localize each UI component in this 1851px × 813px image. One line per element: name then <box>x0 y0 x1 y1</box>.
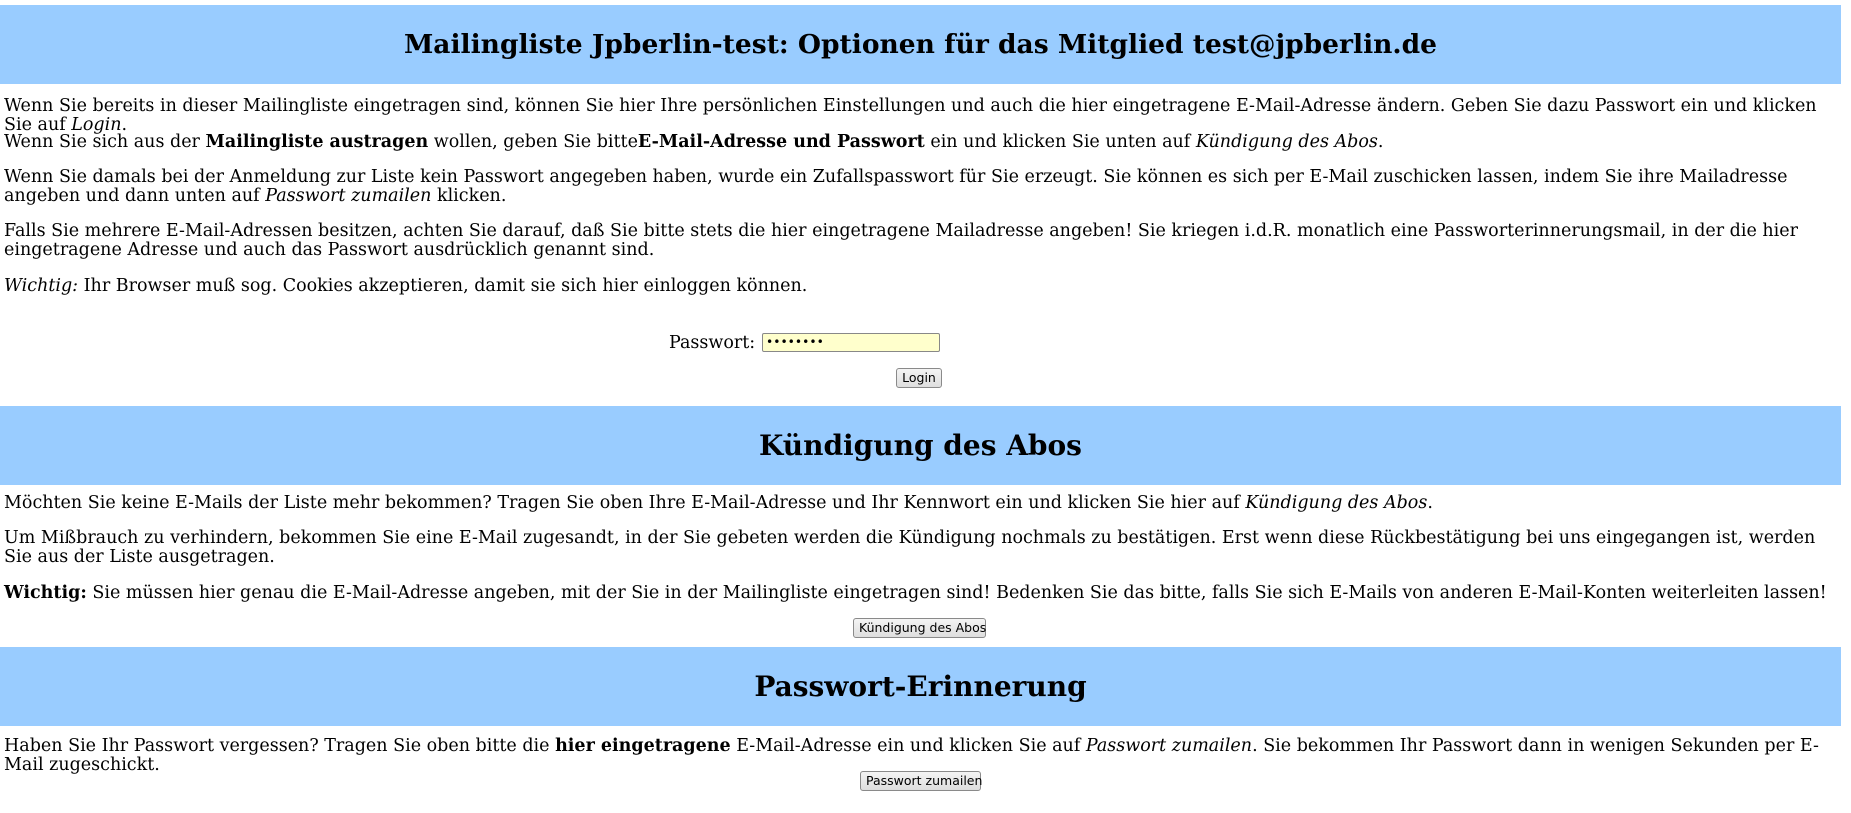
password-reminder-section-title: Passwort-Erinnerung <box>754 670 1087 703</box>
login-reference: Login <box>71 115 122 135</box>
password-reminder-paragraph <box>4 737 1840 775</box>
password-input[interactable]: •••••••• <box>762 333 940 352</box>
unsubscribe-section-banner <box>0 406 1841 485</box>
reminder-text: Haben Sie Ihr Passwort vergessen? Tragen Sie oben bitte die <box>4 736 556 756</box>
intro-paragraph-multiple-addresses: Falls Sie mehrere E-Mail-Adressen besitzen, achten Sie darauf, daß Sie bitte stets die hier eingetragene Mailadresse angeben! Sie kriegen i.d.R. monatlich eine Passworterinnerungsmail, in der die hier eingetragene Adresse und auch das Passwort ausdrücklich genannt sind. <box>4 221 1798 260</box>
unsubscribe-text: Sie müssen hier genau die E-Mail-Adresse angeben, mit der Sie in der Mailingliste eingetragen sind! Bedenken Sie das bitte, falls Sie sich E-Mails von anderen E-Mail-Konten weiterleiten lassen! <box>86 583 1827 603</box>
unsubscribe-paragraph-confirmation: Um Mißbrauch zu verhindern, bekommen Sie eine E-Mail zugesandt, in der Sie gebeten werden die Kündigung nochmals zu bestätigen. Erst wenn diese Rückbestätigung bei uns eingegangen ist, werden Sie aus der Liste ausgetragen. <box>4 528 1816 567</box>
login-button[interactable]: Login <box>896 368 942 388</box>
password-mail-reference: Passwort zumailen <box>1085 736 1253 756</box>
intro-paragraph-cookies <box>4 277 1840 296</box>
intro-paragraph-login <box>4 97 1840 135</box>
password-label: Passwort: <box>669 333 756 353</box>
important-label: Wichtig: <box>4 276 79 296</box>
intro-strong-text: E-Mail-Adresse und Passwort <box>637 132 925 152</box>
intro-strong-text: Mailingliste austragen <box>205 132 429 152</box>
unsubscribe-button[interactable]: Kündigung des Abos <box>853 618 986 638</box>
password-reminder-button[interactable]: Passwort zumailen <box>860 771 981 791</box>
reminder-strong-text: hier eingetragene <box>555 736 731 756</box>
unsubscribe-text: Möchten Sie keine E-Mails der Liste mehr bekommen? Tragen Sie oben Ihre E-Mail-Adresse und Ihr Kennwort ein und klicken Sie hier auf <box>4 493 1246 513</box>
unsubscribe-text: . <box>1427 493 1433 513</box>
intro-text: ein und klicken Sie unten auf <box>924 132 1196 152</box>
password-reminder-section-banner <box>0 647 1841 726</box>
important-label: Wichtig: <box>4 583 87 603</box>
intro-text: Ihr Browser muß sog. Cookies akzeptieren, damit sie sich hier einloggen können. <box>78 276 808 296</box>
unsubscribe-paragraph-intro <box>4 494 1840 513</box>
intro-paragraph-unsubscribe <box>4 133 1840 152</box>
page-title: Mailingliste Jpberlin-test: Optionen für das Mitglied test@jpberlin.de <box>403 29 1438 60</box>
unsubscribe-paragraph-important <box>4 584 1840 603</box>
reminder-text: . Sie bekommen Ihr Passwort dann in wenigen Sekunden per E-Mail zugeschickt. <box>4 736 1819 775</box>
page-header-banner <box>0 5 1841 84</box>
intro-text: Wenn Sie sich aus der <box>4 132 206 152</box>
unsubscribe-reference: Kündigung des Abos <box>1245 493 1428 513</box>
reminder-text: E-Mail-Adresse ein und klicken Sie auf <box>730 736 1086 756</box>
intro-text: Wenn Sie damals bei der Anmeldung zur Liste kein Passwort angegeben haben, wurde ein Zufallspasswort für Sie erzeugt. Sie können es sich per E-Mail zuschicken lassen, indem Sie ihre Mailadresse angeben und dann unten auf <box>4 167 1788 206</box>
intro-text: klicken. <box>431 186 507 206</box>
unsubscribe-section-title: Kündigung des Abos <box>759 429 1082 462</box>
intro-text: wollen, geben Sie bitte <box>428 132 638 152</box>
intro-paragraph-random-password <box>4 168 1840 206</box>
unsubscribe-reference: Kündigung des Abos <box>1195 132 1378 152</box>
password-mail-reference: Passwort zumailen <box>265 186 432 206</box>
intro-text: Wenn Sie bereits in dieser Mailingliste eingetragen sind, können Sie hier Ihre persönlichen Einstellungen und auch die hier eingetragene E-Mail-Adresse ändern. Geben Sie dazu Passwort ein und klicken Sie auf <box>4 96 1817 135</box>
intro-text: . <box>121 115 128 135</box>
intro-text: . <box>1377 132 1384 152</box>
